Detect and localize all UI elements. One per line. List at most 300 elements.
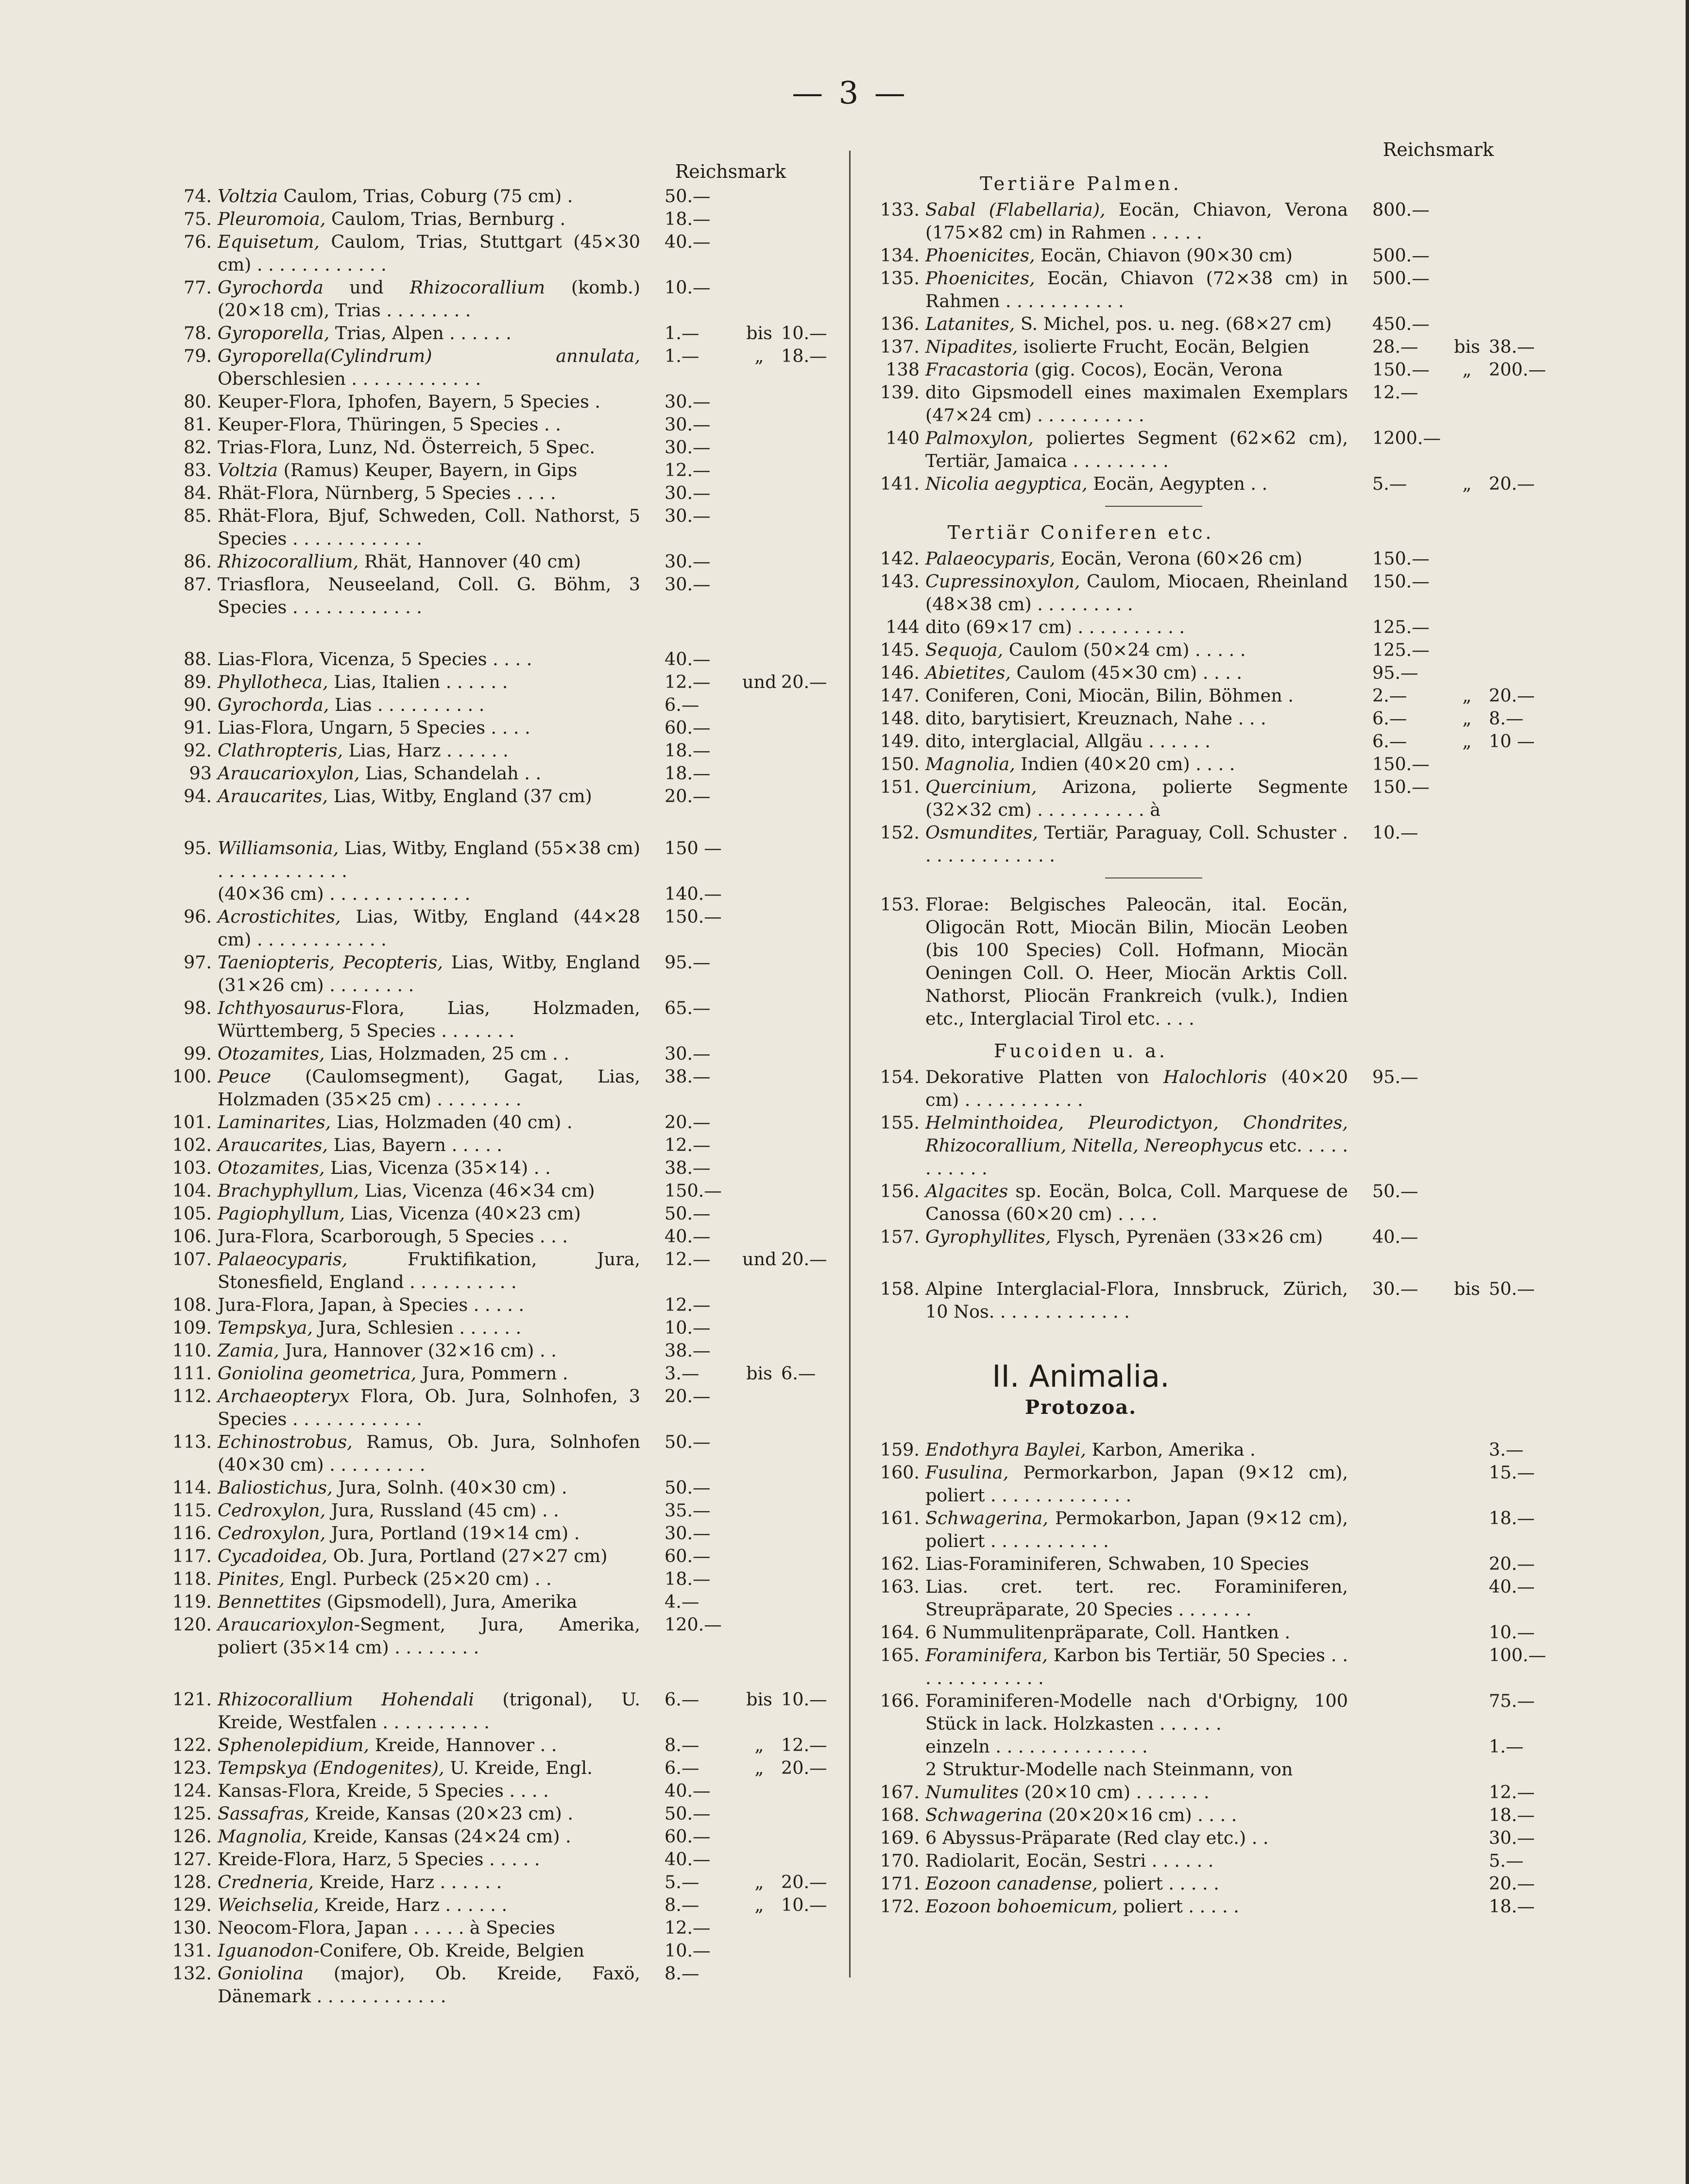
entry-price: 10.— <box>665 277 711 298</box>
entry-number: 168. <box>880 1805 920 1825</box>
entry-price-max: 12.— <box>1489 1782 1535 1803</box>
price-connector: bis <box>746 1689 772 1710</box>
catalog-entry <box>154 1893 849 1916</box>
entry-number: 138 <box>886 359 920 380</box>
entry-price: 95.— <box>1372 662 1418 683</box>
section-rule <box>1105 506 1202 507</box>
entry-description: Eozoon canadense, poliert . . . . . <box>925 1873 1219 1894</box>
catalog-entry <box>862 1804 1567 1826</box>
entry-price: 500.— <box>1372 268 1430 289</box>
catalog-entry <box>154 1613 849 1659</box>
page-number: — 3 — <box>792 75 908 111</box>
entry-description: dito (69×17 cm) . . . . . . . . . . <box>925 617 1185 637</box>
entry-description: Alpine Interglacial-Flora, Innsbruck, Zürich, 10 Nos. . . . . . . . . . . . . <box>925 1278 1348 1322</box>
entry-description: 2 Struktur-Modelle nach Steinmann, von <box>925 1759 1293 1780</box>
catalog-entry <box>154 693 849 716</box>
entry-price: 150 — <box>665 838 722 859</box>
entry-description: Taeniopteris, Pecopteris, Lias, Witby, England (31×26 cm) . . . . . . . . <box>218 952 641 996</box>
entry-number: 76. <box>183 231 212 252</box>
catalog-entry <box>154 482 849 504</box>
entry-description: Sphenolepidium, Kreide, Hannover . . <box>218 1735 557 1755</box>
entry-number: 134. <box>880 245 920 266</box>
part-heading: II. Animalia. <box>992 1359 1170 1394</box>
entry-description: Florae: Belgisches Paleocän, ital. Eocän, Oligocän Rott, Miocän Bilin, Miocän Leoben (bis 100 Species) Coll. Hofmann, Miocän Oeningen Coll. O. Heer, Miocän Arktis Coll. Nathorst, Pliocän Frankreich (vulk.), Indien etc., Interglacial Tirol etc. . . . <box>925 894 1348 1029</box>
entry-number: 90. <box>183 694 212 715</box>
entry-price: 38.— <box>665 1066 711 1087</box>
left-column <box>154 160 849 2008</box>
catalog-entry <box>154 1734 849 1756</box>
entry-description: Phoenicites, Eocän, Chiavon (72×38 cm) in Rahmen . . . . . . . . . . . <box>925 268 1348 311</box>
entry-description: Pinites, Engl. Purbeck (25×20 cm) . . <box>218 1568 552 1589</box>
entry-price: 150.— <box>1372 359 1430 380</box>
entry-number: 110. <box>172 1340 212 1361</box>
entry-number: 82. <box>183 437 212 458</box>
entry-price-max: 8.— <box>1489 708 1524 729</box>
entry-description: Phoenicites, Eocän, Chiavon (90×30 cm) <box>925 245 1293 266</box>
catalog-entry <box>862 1180 1567 1225</box>
entry-description: Osmundites, Tertiär, Paraguay, Coll. Schuster . . . . . . . . . . . . . <box>925 822 1348 866</box>
catalog-entry <box>862 312 1567 335</box>
catalog-entry <box>154 671 849 693</box>
section-rule <box>1105 877 1202 878</box>
price-connector: „ <box>754 1735 764 1755</box>
catalog-entry <box>154 390 849 413</box>
price-connector: und <box>742 1249 777 1270</box>
entry-number: 98. <box>183 997 212 1018</box>
entry-price-max: 20.— <box>1489 1873 1535 1894</box>
entry-number: 99. <box>183 1043 212 1064</box>
entry-number: 125. <box>172 1803 212 1824</box>
catalog-entry <box>154 459 849 482</box>
entry-number: 144 <box>886 617 920 637</box>
catalog-entry <box>154 504 849 550</box>
catalog-entry <box>154 1522 849 1545</box>
entry-number: 78. <box>183 323 212 344</box>
entry-description: Cedroxylon, Jura, Russland (45 cm) . . <box>218 1500 559 1521</box>
price-connector: bis <box>1454 1278 1480 1299</box>
entry-price: 18.— <box>665 740 711 761</box>
entry-number: 111. <box>172 1363 212 1384</box>
catalog-entry <box>862 547 1567 570</box>
entry-number: 158. <box>880 1278 920 1299</box>
entry-description: Voltzia Caulom, Trias, Coburg (75 cm) . <box>218 186 573 206</box>
entry-price: 40.— <box>665 1780 711 1801</box>
catalog-entry <box>862 1507 1567 1552</box>
entry-number: 83. <box>183 460 212 481</box>
entry-description: Quercinium, Arizona, polierte Segmente (32×32 cm) . . . . . . . . . . à <box>925 776 1348 820</box>
entry-price: 30.— <box>665 1043 711 1064</box>
catalog-entry <box>862 1644 1567 1689</box>
entry-price: 2.— <box>1372 685 1407 706</box>
catalog-entry <box>154 1430 849 1476</box>
entry-price: 120.— <box>665 1614 722 1635</box>
entry-price: 4.— <box>665 1591 699 1612</box>
entry-description: Schwagerina (20×20×16 cm) . . . . <box>925 1805 1237 1825</box>
entry-number: 103. <box>172 1157 212 1178</box>
entry-description: dito, interglacial, Allgäu . . . . . . <box>925 731 1211 752</box>
entry-price-max: 10.— <box>781 323 827 344</box>
currency-header-right: Reichsmark <box>1382 139 1494 160</box>
entry-price: 500.— <box>1372 245 1430 266</box>
entry-price: 1200.— <box>1372 428 1441 448</box>
catalog-entry <box>154 1756 849 1779</box>
entry-number: 124. <box>172 1780 212 1801</box>
entry-price-max: 75.— <box>1489 1690 1535 1711</box>
entry-description: Abietites, Caulom (45×30 cm) . . . . <box>925 662 1243 683</box>
entry-number: 74. <box>183 186 212 206</box>
price-connector: „ <box>1462 473 1472 494</box>
entry-number: 91. <box>183 717 212 738</box>
catalog-entry <box>862 335 1567 358</box>
entry-price: 20.— <box>665 1386 711 1407</box>
entry-price: 30.— <box>665 414 711 435</box>
entry-description: Weichselia, Kreide, Harz . . . . . . <box>218 1894 508 1915</box>
entry-description: Credneria, Kreide, Harz . . . . . . <box>218 1872 502 1892</box>
entry-number: 77. <box>183 277 212 298</box>
entry-price: 18.— <box>665 763 711 784</box>
entry-description: Peuce (Caulomsegment), Gagat, Lias, Holzmaden (35×25 cm) . . . . . . . . <box>218 1066 640 1110</box>
entry-description: Eozoon bohoemicum, poliert . . . . . <box>925 1896 1239 1917</box>
entry-description: Gyrophyllites, Flysch, Pyrenäen (33×26 cm) <box>925 1226 1323 1247</box>
entry-description: Radiolarit, Eocän, Sestri . . . . . . <box>925 1850 1214 1871</box>
entry-description: Algacites sp. Eocän, Bolca, Coll. Marquese de Canossa (60×20 cm) . . . . <box>925 1181 1348 1224</box>
entry-price: 150.— <box>665 906 722 927</box>
entry-number: 86. <box>183 551 212 572</box>
entry-description: Palaeocyparis, Fruktifikation, Jura, Stonesfield, England . . . . . . . . . . <box>218 1249 640 1292</box>
entry-price: 150.— <box>665 1180 722 1201</box>
entry-price: 6.— <box>665 694 699 715</box>
entry-description: Keuper-Flora, Thüringen, 5 Species . . <box>218 414 561 435</box>
entry-price: 10.— <box>1372 822 1418 843</box>
entry-price: 38.— <box>665 1340 711 1361</box>
catalog-entry <box>862 1461 1567 1507</box>
entry-price-max: 6.— <box>781 1363 816 1384</box>
entry-description: Sabal (Flabellaria), Eocän, Chiavon, Verona (175×82 cm) in Rahmen . . . . . <box>925 199 1348 243</box>
price-connector: und <box>742 671 777 692</box>
entry-description: Pleuromoia, Caulom, Trias, Bernburg . <box>218 208 566 229</box>
entry-description: Magnolia, Kreide, Kansas (24×24 cm) . <box>218 1826 571 1847</box>
entry-description: Araucarioxylon-Segment, Jura, Amerika, poliert (35×14 cm) . . . . . . . . <box>218 1614 640 1658</box>
catalog-entry <box>154 1156 849 1179</box>
section-heading: Fucoiden u. a. <box>994 1040 1168 1062</box>
entry-price: 40.— <box>665 1849 711 1870</box>
entry-number: 102. <box>172 1135 212 1155</box>
entry-description: Tempskya, Jura, Schlesien . . . . . . <box>218 1317 522 1338</box>
catalog-entry <box>154 1688 849 1734</box>
entry-price: 28.— <box>1372 336 1418 357</box>
catalog-entry <box>154 1848 849 1871</box>
entry-description: 6 Nummulitenpräparate, Coll. Hantken . <box>925 1622 1291 1643</box>
catalog-entry <box>862 616 1567 638</box>
entry-price: 5.— <box>665 1872 699 1892</box>
entry-description: Jura-Flora, Japan, à Species . . . . . <box>218 1294 525 1315</box>
entry-number: 118. <box>172 1568 212 1589</box>
entry-number: 75. <box>183 208 212 229</box>
entry-number: 120. <box>172 1614 212 1635</box>
entry-description: Coniferen, Coni, Miocän, Bilin, Böhmen . <box>925 685 1294 706</box>
catalog-entry <box>154 1545 849 1567</box>
entry-price: 1.— <box>665 345 699 366</box>
price-connector: „ <box>1462 359 1472 380</box>
entry-number: 80. <box>183 391 212 412</box>
entry-number: 142. <box>880 548 920 569</box>
price-connector: bis <box>746 1363 772 1384</box>
entry-price-max: 18.— <box>781 345 827 366</box>
entry-description: Foraminiferen-Modelle nach d'Orbigny, 100 Stück in lack. Holzkasten . . . . . . <box>925 1690 1348 1734</box>
entry-description: Foraminifera, Karbon bis Tertiär, 50 Species . . . . . . . . . . . . . <box>925 1645 1348 1688</box>
entry-description: Acrostichites, Lias, Witby, England (44×28 cm) . . . . . . . . . . . . <box>218 906 640 950</box>
catalog-entry <box>862 1895 1567 1918</box>
catalog-entry <box>154 436 849 459</box>
catalog-entry <box>154 1042 849 1065</box>
entry-price: 150.— <box>1372 571 1430 592</box>
price-connector: „ <box>1462 731 1472 752</box>
entry-price: 8.— <box>665 1894 699 1915</box>
catalog-entry <box>154 322 849 344</box>
catalog-entry <box>154 905 849 951</box>
catalog-entry <box>154 230 849 276</box>
left-entry-list <box>154 185 849 2008</box>
entry-number: 159. <box>880 1439 920 1460</box>
entry-price: 30.— <box>1372 1278 1418 1299</box>
entry-number: 136. <box>880 313 920 334</box>
entry-description: Laminarites, Lias, Holzmaden (40 cm) . <box>218 1112 573 1133</box>
entry-description: Numulites (20×10 cm) . . . . . . . <box>925 1782 1210 1803</box>
catalog-entry <box>154 1339 849 1362</box>
entry-price: 30.— <box>665 437 711 458</box>
entry-description: Triasflora, Neuseeland, Coll. G. Böhm, 3 Species . . . . . . . . . . . . <box>218 574 640 618</box>
catalog-entry <box>862 707 1567 730</box>
catalog-entry <box>154 1825 849 1848</box>
group-spacer <box>862 1248 1567 1277</box>
entry-description: Brachyphyllum, Lias, Vicenza (46×34 cm) <box>218 1180 595 1201</box>
catalog-entry <box>862 1277 1567 1323</box>
entry-price-max: 20.— <box>781 1872 827 1892</box>
entry-price: 12.— <box>1372 382 1418 403</box>
entry-number: 101. <box>172 1112 212 1133</box>
catalog-entry <box>862 1438 1567 1461</box>
entry-price-max: 200.— <box>1489 359 1546 380</box>
catalog-entry <box>154 1499 849 1522</box>
entry-price: 12.— <box>665 1917 711 1938</box>
catalog-entry <box>154 1248 849 1293</box>
catalog-entry <box>862 661 1567 684</box>
entry-price: 50.— <box>1372 1181 1418 1202</box>
entry-number: 87. <box>183 574 212 595</box>
entry-number: 119. <box>172 1591 212 1612</box>
entry-description: Latanites, S. Michel, pos. u. neg. (68×27 cm) <box>925 313 1332 334</box>
entry-description: Gyroporella, Trias, Alpen . . . . . . <box>218 323 512 344</box>
entry-number: 100. <box>172 1066 212 1087</box>
entry-description: Araucarites, Lias, Witby, England (37 cm) <box>218 786 592 807</box>
entry-description: Sassafras, Kreide, Kansas (20×23 cm) . <box>218 1803 573 1824</box>
entry-description: Kreide-Flora, Harz, 5 Species . . . . . <box>218 1849 540 1870</box>
catalog-entry <box>154 1476 849 1499</box>
entry-description: Pagiophyllum, Lias, Vicenza (40×23 cm) <box>218 1203 581 1224</box>
entry-number: 97. <box>183 952 212 973</box>
entry-price: 125.— <box>1372 639 1430 660</box>
entry-price: 30.— <box>665 505 711 526</box>
entry-price: 12.— <box>665 1294 711 1315</box>
entry-number: 152. <box>880 822 920 843</box>
entry-number: 133. <box>880 199 920 220</box>
entry-description: Gyrochorda und Rhizocorallium (komb.) (20×18 cm), Trias . . . . . . . . <box>218 277 640 321</box>
entry-description: Araucarioxylon, Lias, Schandelah . . <box>218 763 542 784</box>
catalog-entry <box>862 1111 1567 1180</box>
entry-number: 116. <box>172 1523 212 1544</box>
entry-number: 89. <box>183 671 212 692</box>
entry-number: 156. <box>880 1181 920 1202</box>
catalog-entry <box>154 413 849 436</box>
catalog-entry <box>862 381 1567 427</box>
entry-price-max: 20.— <box>1489 685 1535 706</box>
entry-price-max: 100.— <box>1489 1645 1546 1666</box>
entry-number: 84. <box>183 482 212 503</box>
entry-price-max: 18.— <box>1489 1805 1535 1825</box>
catalog-entry <box>862 1758 1567 1781</box>
entry-number: 85. <box>183 505 212 526</box>
entry-price: 450.— <box>1372 313 1430 334</box>
entry-description: Palaeocyparis, Eocän, Verona (60×26 cm) <box>925 548 1302 569</box>
entry-description: Echinostrobus, Ramus, Ob. Jura, Solnhofen (40×30 cm) . . . . . . . . . <box>218 1431 640 1475</box>
entry-price: 125.— <box>1372 617 1430 637</box>
catalog-entry <box>154 1590 849 1613</box>
column-divider <box>849 151 851 1978</box>
entry-description: Dekorative Platten von Halochloris (40×20 cm) . . . . . . . . . . . <box>925 1066 1348 1110</box>
catalog-entry <box>862 638 1567 661</box>
entry-description: Endothyra Baylei, Karbon, Amerika . <box>925 1439 1256 1460</box>
catalog-entry <box>862 1735 1567 1758</box>
entry-number: 163. <box>880 1576 920 1597</box>
entry-price-max: 20.— <box>781 1757 827 1778</box>
entry-price: 50.— <box>665 1803 711 1824</box>
entry-number: 160. <box>880 1462 920 1483</box>
entry-price-max: 10.— <box>1489 1622 1535 1643</box>
entry-description: Ichthyosaurus-Flora, Lias, Holzmaden, Württemberg, 5 Species . . . . . . . <box>218 997 640 1041</box>
entry-number: 96. <box>183 906 212 927</box>
catalog-entry <box>862 1689 1567 1735</box>
entry-description: Gyrochorda, Lias . . . . . . . . . . <box>218 694 485 715</box>
entry-price-max: 20.— <box>1489 473 1535 494</box>
entry-description: Goniolina geometrica, Jura, Pommern . <box>218 1363 568 1384</box>
entry-number: 92. <box>183 740 212 761</box>
entry-number: 143. <box>880 571 920 592</box>
entry-description: Kansas-Flora, Kreide, 5 Species . . . . <box>218 1780 549 1801</box>
catalog-entry <box>862 753 1567 775</box>
entry-description: Lias-Flora, Vicenza, 5 Species . . . . <box>218 649 532 670</box>
catalog-entry <box>862 358 1567 381</box>
entry-number: 155. <box>880 1112 920 1133</box>
entry-number: 169. <box>880 1827 920 1848</box>
entry-price: 20.— <box>665 1112 711 1133</box>
entry-price: 30.— <box>665 482 711 503</box>
entry-description: Archaeopteryx Flora, Ob. Jura, Solnhofen, 3 Species . . . . . . . . . . . . <box>218 1386 640 1429</box>
entry-number: 145. <box>880 639 920 660</box>
entry-price: 95.— <box>665 952 711 973</box>
entry-price: 95.— <box>1372 1066 1418 1087</box>
entry-number: 135. <box>880 268 920 289</box>
entry-number: 112. <box>172 1386 212 1407</box>
entry-number: 171. <box>880 1873 920 1894</box>
entry-description: Iguanodon-Conifere, Ob. Kreide, Belgien <box>218 1940 585 1961</box>
catalog-entry <box>154 762 849 785</box>
entry-price: 12.— <box>665 1249 711 1270</box>
price-connector: bis <box>746 323 772 344</box>
catalog-entry <box>862 1781 1567 1804</box>
entry-number: 123. <box>172 1757 212 1778</box>
entry-number: 108. <box>172 1294 212 1315</box>
entry-price: 12.— <box>665 671 711 692</box>
entry-number: 132. <box>172 1963 212 1984</box>
entry-number: 79. <box>183 345 212 366</box>
entry-description: Rhät-Flora, Nürnberg, 5 Species . . . . <box>218 482 556 503</box>
catalog-entry <box>862 244 1567 267</box>
group-heading: Protozoa. <box>1024 1396 1137 1419</box>
entry-price-max: 10.— <box>781 1894 827 1915</box>
catalog-entry <box>862 730 1567 753</box>
entry-description: einzeln . . . . . . . . . . . . . . <box>925 1736 1148 1757</box>
catalog-entry <box>862 1621 1567 1644</box>
entry-number: 141. <box>880 473 920 494</box>
entry-price-max: 10.— <box>781 1689 827 1710</box>
entry-description: Lias-Flora, Ungarn, 5 Species . . . . <box>218 717 530 738</box>
entry-price: 12.— <box>665 1135 711 1155</box>
entry-number: 130. <box>172 1917 212 1938</box>
entry-number: 128. <box>172 1872 212 1892</box>
entry-description: Sequoja, Caulom (50×24 cm) . . . . . <box>925 639 1246 660</box>
catalog-entry <box>862 821 1567 867</box>
catalog-entry <box>154 1179 849 1202</box>
entry-price: 50.— <box>665 1431 711 1452</box>
entry-number: 126. <box>172 1826 212 1847</box>
entry-price: 6.— <box>665 1757 699 1778</box>
entry-price: 40.— <box>665 1226 711 1247</box>
entry-number: 115. <box>172 1500 212 1521</box>
catalog-entry <box>862 893 1567 1030</box>
catalog-entry <box>862 1575 1567 1621</box>
entry-price: 50.— <box>665 1477 711 1498</box>
entry-description: Baliostichus, Jura, Solnh. (40×30 cm) . <box>218 1477 567 1498</box>
entry-description: Helminthoidea, Pleurodictyon, Chondrites, Rhizocorallium, Nitella, Nereophycus etc. . . . . . . . . . . <box>925 1112 1348 1179</box>
entry-number: 161. <box>880 1508 920 1529</box>
entry-price: 40.— <box>665 649 711 670</box>
entry-price: 140.— <box>665 883 722 904</box>
entry-price-max: 20.— <box>781 1249 827 1270</box>
catalog-entry <box>154 207 849 230</box>
catalog-entry <box>154 1567 849 1590</box>
catalog-entry <box>862 775 1567 821</box>
entry-price-max: 20.— <box>1489 1553 1535 1574</box>
entry-number: 164. <box>880 1622 920 1643</box>
entry-description: Fusulina, Permorkarbon, Japan (9×12 cm), poliert . . . . . . . . . . . . . <box>925 1462 1348 1506</box>
entry-description: Bennettites (Gipsmodell), Jura, Amerika <box>218 1591 578 1612</box>
entry-description: Clathropteris, Lias, Harz . . . . . . <box>218 740 509 761</box>
entry-description: 6 Abyssus-Präparate (Red clay etc.) . . <box>925 1827 1269 1848</box>
entry-price: 40.— <box>1372 1226 1418 1247</box>
entry-description: Araucarites, Lias, Bayern . . . . . <box>218 1135 503 1155</box>
entry-price: 10.— <box>665 1317 711 1338</box>
entry-description: Cedroxylon, Jura, Portland (19×14 cm) . <box>218 1523 580 1544</box>
catalog-entry <box>862 267 1567 312</box>
entry-price: 50.— <box>665 186 711 206</box>
entry-price-max: 3.— <box>1489 1439 1524 1460</box>
entry-number: 109. <box>172 1317 212 1338</box>
catalog-entry <box>154 550 849 573</box>
section-heading: Tertiäre Palmen. <box>980 173 1182 194</box>
entry-number: 94. <box>183 786 212 807</box>
entry-price-max: 38.— <box>1489 336 1535 357</box>
right-column <box>862 139 1567 1918</box>
